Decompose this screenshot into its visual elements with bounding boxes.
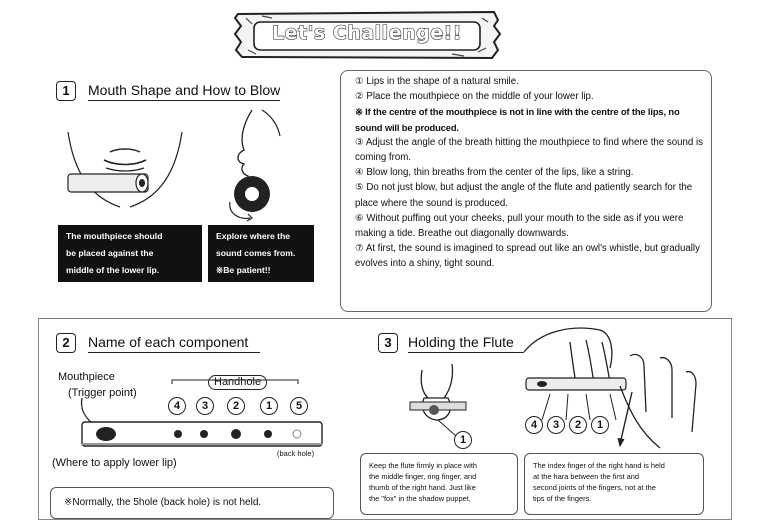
- holding-tip-left: [360, 453, 518, 515]
- hole-number: 3: [196, 397, 214, 415]
- hole-number: 5: [290, 397, 308, 415]
- finger-number: 4: [525, 416, 543, 434]
- instruction-item: ③ Adjust the angle of the breath hitting the mouthpiece to find where the sound is coming from.: [355, 136, 703, 164]
- page-title: Let's Challenge!!: [272, 22, 462, 44]
- back-hole-label: (back hole): [277, 449, 315, 458]
- flute-diagram: [60, 378, 340, 458]
- finger-number: 3: [547, 416, 565, 434]
- tip-box-mouthpiece: [58, 225, 202, 282]
- back-hole-note: ※Normally, the 5hole (back hole) is not held.: [64, 497, 262, 508]
- holding-tip-right: [524, 453, 704, 515]
- hole-number: 2: [227, 397, 245, 415]
- tip-line: The mouthpiece should: [66, 231, 163, 241]
- tip-line: tips of the fingers.: [533, 494, 592, 503]
- tip-line: ※Be patient!!: [216, 265, 271, 275]
- trigger-point-label: (Trigger point): [68, 387, 137, 399]
- tip-line: middle of the lower lip.: [66, 265, 160, 275]
- tip-line: the "fox" in the shadow puppet,: [369, 494, 471, 503]
- tip-box-explore: [208, 225, 314, 282]
- mouthpiece-label: Mouthpiece: [58, 371, 115, 383]
- instruction-item: ⑥ Without puffing out your cheeks, pull your mouth to the side as if you were making a tide. Breathe out diagonally downwards.: [355, 212, 684, 240]
- section-number-3: 3: [378, 333, 398, 353]
- side-blow-illustration: [222, 106, 302, 222]
- mouth-illustration: [60, 112, 190, 222]
- section-title-components: Name of each component: [88, 334, 260, 353]
- tip-line: thumb of the right hand. Just like: [369, 483, 476, 492]
- handhole-label: Handhole: [208, 375, 267, 390]
- section-number-2: 2: [56, 333, 76, 353]
- instruction-item: ⑦ At first, the sound is imagined to spread out like an owl's whistle, but gradually evolves into a shiny, tight sound.: [355, 243, 700, 270]
- instruction-item: ④ Blow long, thin breaths from the center of the lips, like a string.: [355, 167, 634, 179]
- finger-number: 1: [591, 416, 609, 434]
- tip-line: at the hara between the first and: [533, 472, 640, 481]
- tip-line: be placed against the: [66, 248, 154, 258]
- section-number-1: 1: [56, 81, 76, 101]
- tip-line: Explore where the: [216, 231, 291, 241]
- hole-number: 4: [168, 397, 186, 415]
- finger-number: 2: [569, 416, 587, 434]
- section-title-holding: Holding the Flute: [408, 334, 524, 353]
- hands-on-flute-illustration: [520, 322, 710, 452]
- tip-line: the middle finger, ring finger, and: [369, 472, 477, 481]
- instructions-list: [355, 74, 707, 272]
- instruction-item: ② Place the mouthpiece on the middle of your lower lip.: [355, 91, 594, 103]
- instruction-item: ⑤ Do not just blow, but adjust the angle of the flute and patiently search for the place where the sound is produced.: [355, 182, 693, 209]
- hole-number: 1: [260, 397, 278, 415]
- tip-line: The index finger of the right hand is held: [533, 461, 665, 470]
- tip-line: Keep the flute firmly in place with: [369, 461, 478, 470]
- finger-number: 1: [454, 431, 472, 449]
- section-title-mouth-shape: Mouth Shape and How to Blow: [88, 82, 280, 101]
- instruction-item: ① Lips in the shape of a natural smile.: [355, 76, 519, 87]
- tip-line: second joints of the fingers, not at the: [533, 483, 656, 492]
- instruction-note: ※ If the centre of the mouthpiece is not in line with the centre of the lips, no sound will be produced.: [355, 106, 680, 133]
- lower-lip-label: (Where to apply lower lip): [52, 457, 177, 469]
- tip-line: sound comes from.: [216, 248, 296, 258]
